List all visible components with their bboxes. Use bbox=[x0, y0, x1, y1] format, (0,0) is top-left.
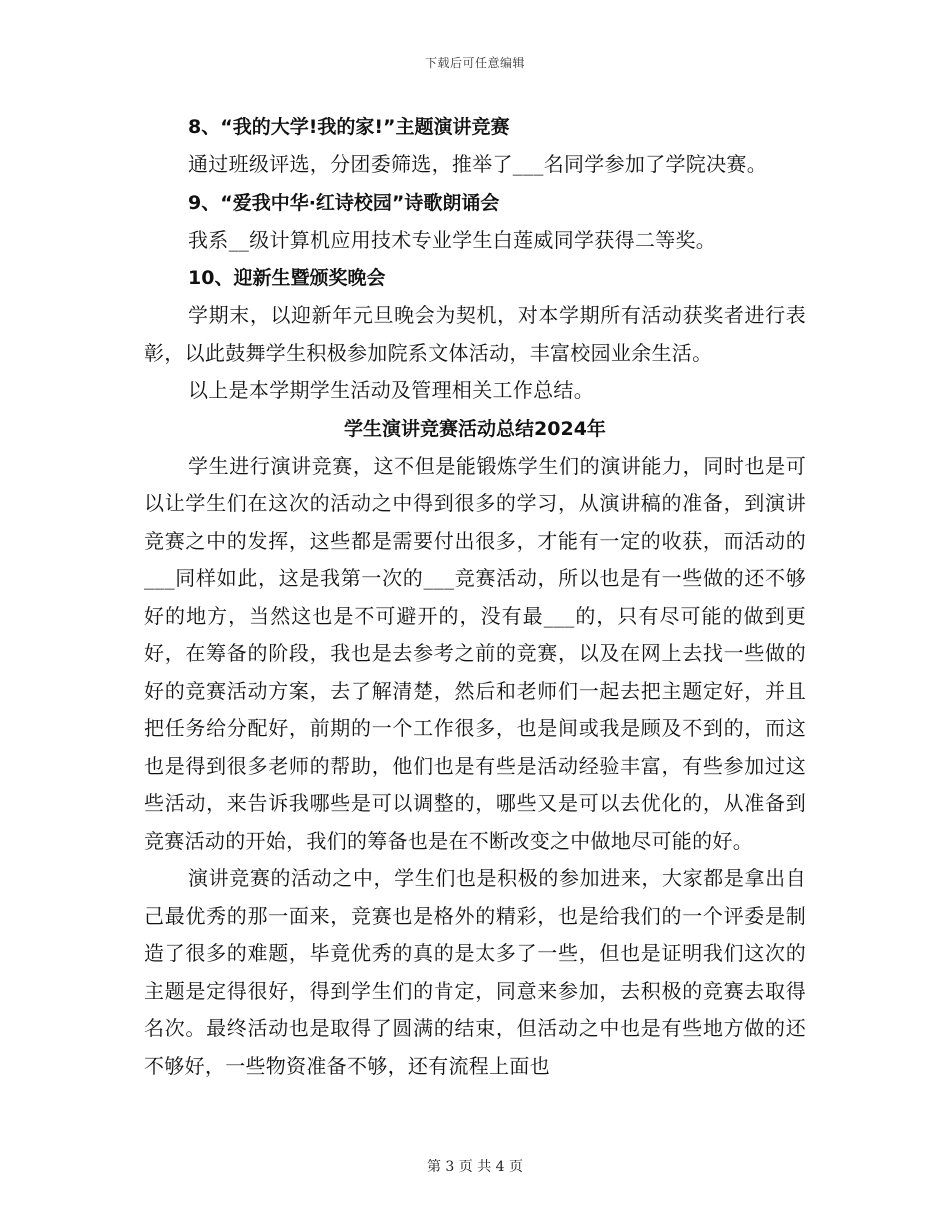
section-heading-10: 10、迎新生暨颁奖晚会 bbox=[188, 267, 386, 289]
article-paragraph-2: 演讲竞赛的活动之中，学生们也是积极的参加进来，大家都是拿出自己最优秀的那一面来，竞赛也是格外的精彩，也是给我们的一个评委是制造了很多的难题，毕竟优秀的真的是太多了一些，但也是证明我们这次的主题是定得很好，得到学生们的肯定，同意来参加，去积极的竞赛去取得名次。最终活动也是取得了圆满的结束，但活动之中也是有些地方做的还不够好，一些物资准备不够，还有流程上面也 bbox=[144, 866, 806, 1078]
section-heading-9: 9、“爱我中华·红诗校园”诗歌朗诵会 bbox=[188, 191, 500, 214]
document-content bbox=[144, 108, 806, 1085]
article-paragraph-1: 学生进行演讲竞赛，这不但是能锻炼学生们的演讲能力，同时也是可以让学生们在这次的活动之中得到很多的学习，从演讲稿的准备，到演讲竞赛之中的发挥，这些都是需要付出很多，才能有一定的收获，而活动的___同样如此，这是我第一次的___竞赛活动，所以也是有一些做的还不够好的地方，当然这也是不可避开的，没有最___的，只有尽可能的做到更好，在筹备的阶段，我也是去参考之前的竞赛，以及在网上去找一些做的好的竞赛活动方案，去了解清楚，然后和老师们一起去把主题定好，并且把任务给分配好，前期的一个工作很多，也是间或我是顾及不到的，而这也是得到很多老师的帮助，他们也是有些是活动经验丰富，有些参加过这些活动，来告诉我哪些是可以调整的，哪些又是可以去优化的，从准备到竞赛活动的开始，我们的筹备也是在不断改变之中做地尽可能的好。 bbox=[144, 453, 806, 853]
page-footer: 第 3 页 共 4 页 bbox=[426, 1159, 524, 1175]
header-note: 下载后可任意编辑 bbox=[424, 56, 525, 70]
summary-line: 以上是本学期学生活动及管理相关工作总结。 bbox=[188, 378, 594, 402]
section-body-9: 我系__级计算机应用技术专业学生白莲威同学获得二等奖。 bbox=[188, 227, 717, 252]
section-body-10: 学期末，以迎新年元旦晚会为契机，对本学期所有活动获奖者进行表彰，以此鼓舞学生积极参加院系文体活动，丰富校园业余生活。 bbox=[144, 303, 806, 365]
section-heading-8: 8、“我的大学!我的家!”主题演讲竞赛 bbox=[188, 116, 510, 138]
section-body-8: 通过班级评选，分团委筛选，推举了___名同学参加了学院决赛。 bbox=[188, 152, 767, 176]
article-title: 学生演讲竞赛活动总结2024年 bbox=[344, 417, 606, 440]
